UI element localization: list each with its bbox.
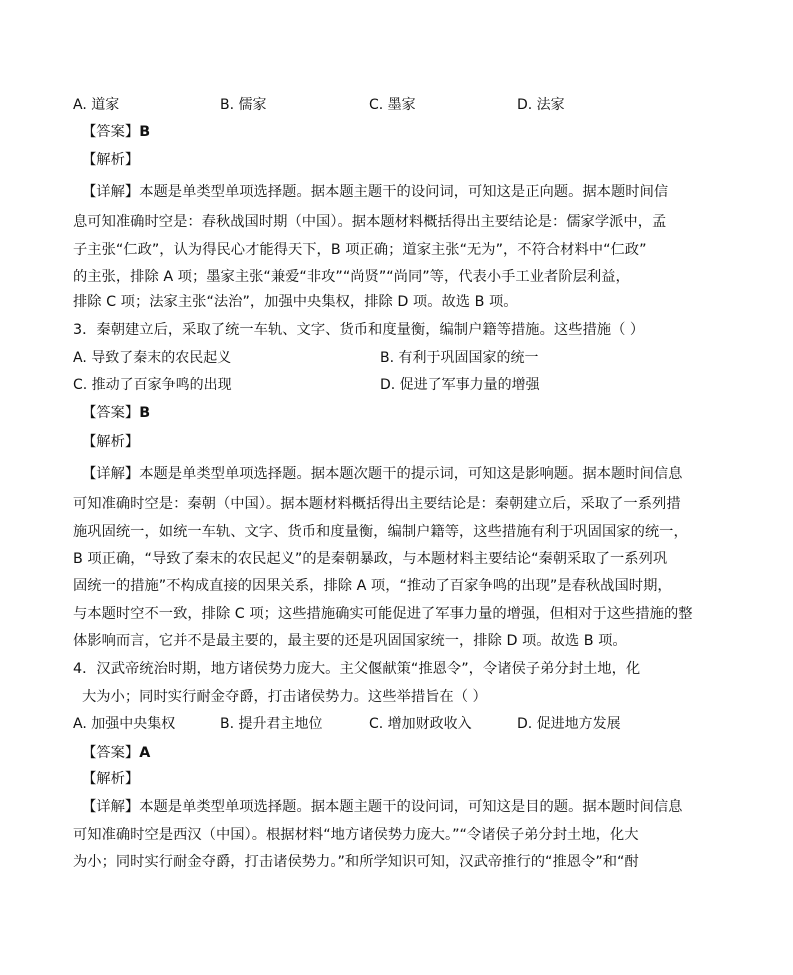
q4-detail-line-3: 为小；同时实行耐金夺爵，打击诸侯势力。”和所学知识可知，汉武帝推行的“推恩令”和“酎 [73, 854, 639, 870]
q2-detail-line-5: 排除 C 项；法家主张“法治”，加强中央集权，排除 D 项。故选 B 项。 [73, 294, 518, 310]
q2-option-a: A. 道家 [73, 97, 120, 113]
answer-tag: 【答案】 [82, 405, 140, 421]
q2-detail-line-4: 的主张，排除 A 项；墨家主张“兼爱“非攻”“尚贤”“尚同”等，代表小手工业者阶层利益， [73, 269, 630, 285]
q3-option-d: D. 促进了军事力量的增强 [380, 377, 540, 393]
q4-option-a: A. 加强中央集权 [73, 716, 176, 732]
q2-detail-line-1: 【详解】本题是单类型单项选择题。据本题主题干的设问词，可知这是正向题。据本题时间信 [82, 184, 669, 200]
q4-stem-line-2: 大为小；同时实行耐金夺爵，打击诸侯势力。这些举措旨在（ ） [82, 689, 487, 705]
q4-analysis-tag: 【解析】 [82, 771, 140, 787]
q4-answer [82, 743, 732, 763]
detail-tag: 【详解】 [82, 466, 140, 482]
q2-detail-line-2: 息可知准确时空是：春秋战国时期（中国）。据本题材料概括得出主要结论是：儒家学派中，孟 [73, 214, 667, 230]
q3-detail-line-1: 【详解】本题是单类型单项选择题。据本题次题干的提示词，可知这是影响题。据本题时间信息 [82, 466, 683, 482]
detail-tag: 【详解】 [82, 799, 140, 815]
q3-option-c: C. 推动了百家争鸣的出现 [73, 377, 232, 393]
q3-detail-line-7: 体影响而言，它并不是最主要的，最主要的还是巩固国家统一，排除 D 项。故选 B 项。 [73, 633, 627, 649]
q4-detail-line-1: 【详解】本题是单类型单项选择题。据本题主题干的设问词，可知这是目的题。据本题时间信息 [82, 799, 683, 815]
detail-tag: 【详解】 [82, 184, 140, 200]
q4-option-c: C. 增加财政收入 [369, 716, 472, 732]
answer-tag: 【答案】 [82, 124, 140, 140]
q3-detail-line-6: 与本题时空不一致，排除 C 项；这些措施确实可能促进了军事力量的增强，但相对于这些措施的整 [73, 606, 693, 622]
q3-analysis-tag: 【解析】 [82, 434, 140, 450]
q3-option-a: A. 导致了秦末的农民起义 [73, 350, 232, 366]
q2-option-d: D. 法家 [517, 97, 565, 113]
answer-value: B [139, 124, 151, 140]
q3-detail-line-3: 施巩固统一，如统一车轨、文字、货币和度量衡，编制户籍等，这些措施有利于巩固国家的统一， [73, 524, 688, 540]
q4-detail-line-2: 可知准确时空是西汉（中国）。根据材料“地方诸侯势力庞大。”“令诸侯子弟分封土地，化大 [73, 827, 639, 843]
answer-value: A [139, 745, 151, 761]
q3-detail-line-5: 固统一的措施”不构成直接的因果关系，排除 A 项，“推动了百家争鸣的出现”是春秋战国时期， [73, 578, 672, 594]
q3-answer [82, 403, 732, 423]
q2-option-b: B. 儒家 [220, 97, 267, 113]
q3-option-b: B. 有利于巩固国家的统一 [380, 350, 539, 366]
q4-stem-line-1: 4．汉武帝统治时期，地方诸侯势力庞大。主父偃献策“推恩令”，令诸侯子弟分封土地，化 [73, 661, 641, 677]
q3-detail-line-4: B 项正确，“导致了秦末的农民起义”的是秦朝暴政，与本题材料主要结论“秦朝采取了一系列巩 [73, 551, 668, 567]
q4-option-d: D. 促进地方发展 [517, 716, 621, 732]
q2-analysis-tag: 【解析】 [82, 152, 140, 168]
q2-answer [82, 122, 732, 142]
q3-detail-line-2: 可知准确时空是：秦朝（中国）。据本题材料概括得出主要结论是：秦朝建立后，采取了一系列措 [73, 496, 681, 512]
answer-value: B [139, 405, 151, 421]
q3-stem: 3．秦朝建立后，采取了统一车轨、文字、货币和度量衡，编制户籍等措施。这些措施（ ） [73, 322, 645, 338]
answer-tag: 【答案】 [82, 745, 140, 761]
q4-option-b: B. 提升君主地位 [220, 716, 323, 732]
q2-detail-line-3: 子主张“仁政”，认为得民心才能得天下，B 项正确；道家主张“无为”，不符合材料中“仁政” [73, 242, 647, 258]
q2-option-c: C. 墨家 [369, 97, 416, 113]
